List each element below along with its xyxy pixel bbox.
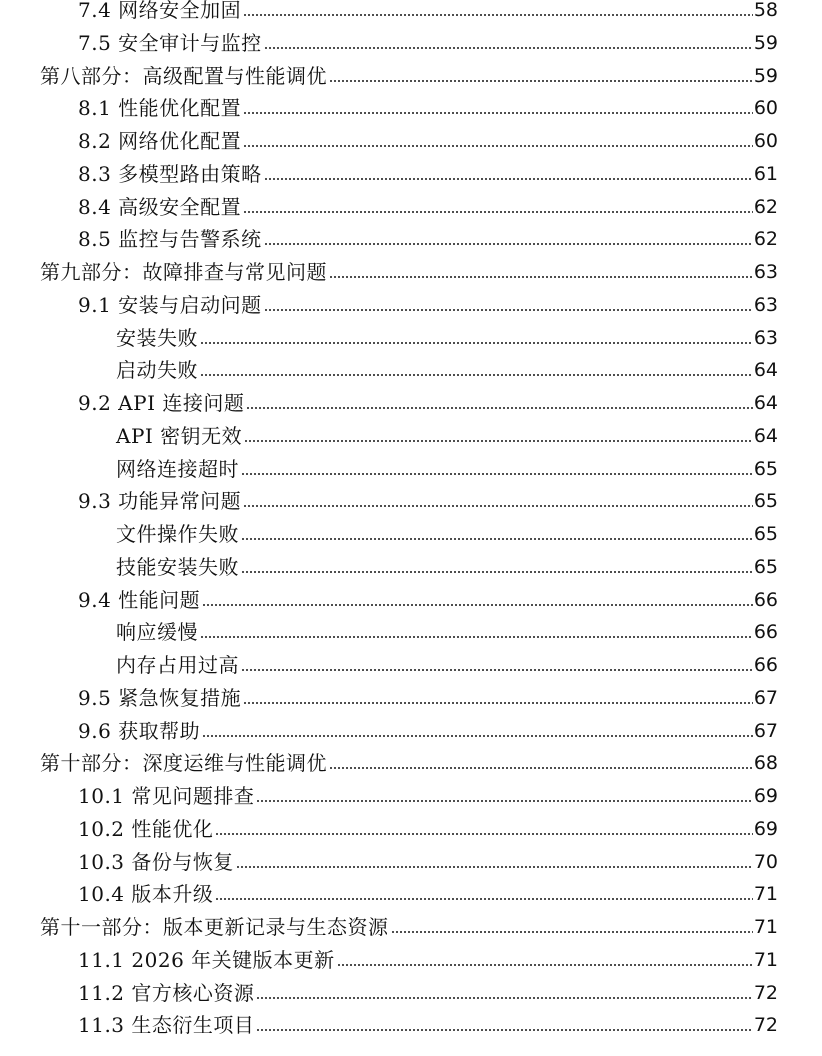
toc-entry-title: 10.4 版本升级 xyxy=(78,882,214,907)
toc-entry-page-number: 64 xyxy=(753,424,778,447)
toc-dot-leader xyxy=(256,997,752,999)
toc-dot-leader xyxy=(202,604,753,606)
toc-dot-leader xyxy=(264,309,753,311)
toc-subsection-entry[interactable] xyxy=(116,514,778,546)
toc-entry-title: 8.3 多模型路由策略 xyxy=(78,161,262,186)
toc-entry-page-number: 71 xyxy=(753,916,778,938)
toc-entry-title: 7.4 网络安全加固 xyxy=(78,0,242,22)
toc-dot-leader xyxy=(329,767,753,769)
toc-dot-leader xyxy=(244,440,753,442)
toc-entry-title: 8.4 高级安全配置 xyxy=(78,194,242,219)
toc-part-entry[interactable] xyxy=(40,56,778,88)
toc-dot-leader xyxy=(243,145,753,147)
toc-entry-title: 10.2 性能优化 xyxy=(78,816,214,841)
toc-section-entry[interactable] xyxy=(78,383,778,415)
toc-section-entry[interactable] xyxy=(78,154,778,186)
toc-subsection-entry[interactable] xyxy=(116,318,778,350)
toc-dot-leader xyxy=(391,931,753,933)
toc-entry-title: API 密钥无效 xyxy=(116,423,243,448)
toc-entry-title: 9.4 性能问题 xyxy=(78,587,201,612)
toc-entry-title: 文件操作失败 xyxy=(116,522,239,546)
toc-entry-page-number: 65 xyxy=(753,457,778,480)
toc-dot-leader xyxy=(243,112,753,114)
toc-dot-leader xyxy=(243,14,753,16)
toc-section-entry[interactable] xyxy=(78,678,778,710)
toc-entry-title: 9.3 功能异常问题 xyxy=(78,489,242,514)
toc-entry-page-number: 71 xyxy=(753,883,778,906)
toc-entry-title: 11.3 生态衍生项目 xyxy=(78,1013,255,1038)
toc-section-entry[interactable] xyxy=(78,776,778,808)
toc-part-entry[interactable] xyxy=(40,743,778,775)
toc-entry-title: 10.1 常见问题排查 xyxy=(78,784,255,808)
toc-entry-title: 9.6 获取帮助 xyxy=(78,718,201,743)
toc-entry-page-number: 61 xyxy=(753,162,778,185)
toc-entry-page-number: 60 xyxy=(753,130,778,152)
toc-entry-page-number: 66 xyxy=(753,654,778,676)
toc-entry-page-number: 72 xyxy=(753,981,778,1004)
toc-section-entry[interactable] xyxy=(78,842,778,874)
toc-section-entry[interactable] xyxy=(78,481,778,513)
toc-dot-leader xyxy=(241,538,753,540)
toc-dot-leader xyxy=(236,866,753,868)
toc-entry-page-number: 65 xyxy=(753,490,778,513)
toc-entry-page-number: 70 xyxy=(753,850,778,873)
toc-part-entry[interactable] xyxy=(40,252,778,284)
toc-dot-leader xyxy=(241,669,753,671)
toc-entry-title: 第九部分：故障排查与常见问题 xyxy=(40,260,327,284)
toc-entry-page-number: 62 xyxy=(753,228,778,251)
toc-entry-page-number: 66 xyxy=(753,588,778,611)
toc-entry-title: 第十一部分：版本更新记录与生态资源 xyxy=(40,915,389,939)
toc-entry-title: 8.1 性能优化配置 xyxy=(78,96,242,121)
toc-subsection-entry[interactable] xyxy=(116,449,778,481)
toc-subsection-entry[interactable] xyxy=(116,645,778,677)
toc-entry-page-number: 63 xyxy=(753,326,778,349)
toc-entry-title: 第十部分：深度运维与性能调优 xyxy=(40,751,327,776)
toc-dot-leader xyxy=(241,571,753,573)
toc-dot-leader xyxy=(329,276,753,278)
toc-entry-title: 10.3 备份与恢复 xyxy=(78,849,234,874)
toc-entry-title: 内存占用过高 xyxy=(116,653,239,677)
toc-entry-page-number: 63 xyxy=(753,293,778,316)
toc-section-entry[interactable] xyxy=(78,1005,778,1037)
toc-section-entry[interactable] xyxy=(78,285,778,317)
toc-entry-page-number: 69 xyxy=(753,817,778,840)
toc-section-entry[interactable] xyxy=(78,973,778,1005)
toc-entry-page-number: 64 xyxy=(753,359,778,382)
toc-entry-title: 9.1 安装与启动问题 xyxy=(78,292,262,317)
toc-entry-page-number: 62 xyxy=(753,195,778,218)
toc-part-entry[interactable] xyxy=(40,907,778,939)
toc-dot-leader xyxy=(243,505,753,507)
toc-dot-leader xyxy=(246,407,752,409)
toc-entry-title: 11.2 官方核心资源 xyxy=(78,980,255,1005)
toc-entry-page-number: 71 xyxy=(753,948,778,971)
toc-entry-title: 9.5 紧急恢复措施 xyxy=(78,685,242,710)
toc-section-entry[interactable] xyxy=(78,187,778,219)
toc-entry-page-number: 67 xyxy=(753,686,778,709)
toc-entry-page-number: 72 xyxy=(753,1014,778,1037)
toc-dot-leader xyxy=(264,178,753,180)
toc-entry-title: 第八部分：高级配置与性能调优 xyxy=(40,63,327,88)
toc-entry-page-number: 59 xyxy=(753,64,778,87)
toc-entry-page-number: 60 xyxy=(753,97,778,120)
toc-section-entry[interactable] xyxy=(78,711,778,743)
toc-dot-leader xyxy=(256,800,752,802)
toc-entry-title: 网络连接超时 xyxy=(116,456,239,481)
toc-section-entry[interactable] xyxy=(78,121,778,153)
toc-entry-page-number: 63 xyxy=(753,261,778,283)
toc-dot-leader xyxy=(243,702,753,704)
toc-entry-page-number: 58 xyxy=(753,0,778,21)
toc-dot-leader xyxy=(215,898,752,900)
toc-entry-page-number: 68 xyxy=(753,752,778,775)
toc-dot-leader xyxy=(200,636,753,638)
toc-subsection-entry[interactable] xyxy=(116,416,778,448)
toc-dot-leader xyxy=(243,211,753,213)
toc-dot-leader xyxy=(200,342,753,344)
toc-section-entry[interactable] xyxy=(78,874,778,906)
toc-dot-leader xyxy=(202,735,753,737)
toc-section-entry[interactable] xyxy=(78,0,778,22)
toc-entry-page-number: 59 xyxy=(753,31,778,54)
toc-section-entry[interactable] xyxy=(78,23,778,55)
toc-section-entry[interactable] xyxy=(78,219,778,251)
toc-entry-title: 响应缓慢 xyxy=(116,620,198,645)
toc-entry-title: 安装失败 xyxy=(116,325,198,350)
toc-entry-page-number: 64 xyxy=(753,392,778,414)
toc-entry-title: 技能安装失败 xyxy=(116,554,239,579)
toc-subsection-entry[interactable] xyxy=(116,350,778,382)
toc-dot-leader xyxy=(256,1029,752,1031)
toc-dot-leader xyxy=(241,473,753,475)
toc-subsection-entry[interactable] xyxy=(116,547,778,579)
toc-entry-title: 7.5 安全审计与监控 xyxy=(78,30,262,55)
toc-dot-leader xyxy=(337,964,753,966)
toc-section-entry[interactable] xyxy=(78,940,778,972)
toc-entry-page-number: 66 xyxy=(753,621,778,644)
toc-section-entry[interactable] xyxy=(78,88,778,120)
toc-section-entry[interactable] xyxy=(78,580,778,612)
toc-entry-page-number: 65 xyxy=(753,523,778,545)
toc-section-entry[interactable] xyxy=(78,809,778,841)
toc-dot-leader xyxy=(215,833,752,835)
toc-entry-title: 11.1 2026 年关键版本更新 xyxy=(78,947,335,972)
toc-entry-title: 8.2 网络优化配置 xyxy=(78,129,242,153)
toc-entry-page-number: 69 xyxy=(753,785,778,807)
toc-entry-title: 8.5 监控与告警系统 xyxy=(78,227,262,252)
toc-dot-leader xyxy=(264,47,753,49)
toc-dot-leader xyxy=(329,80,753,82)
toc-dot-leader xyxy=(200,374,753,376)
toc-entry-title: 启动失败 xyxy=(116,358,198,383)
toc-dot-leader xyxy=(264,243,753,245)
toc-entry-page-number: 67 xyxy=(753,719,778,742)
toc-entry-title: 9.2 API 连接问题 xyxy=(78,391,245,415)
toc-subsection-entry[interactable] xyxy=(116,612,778,644)
toc-entry-page-number: 65 xyxy=(753,555,778,578)
